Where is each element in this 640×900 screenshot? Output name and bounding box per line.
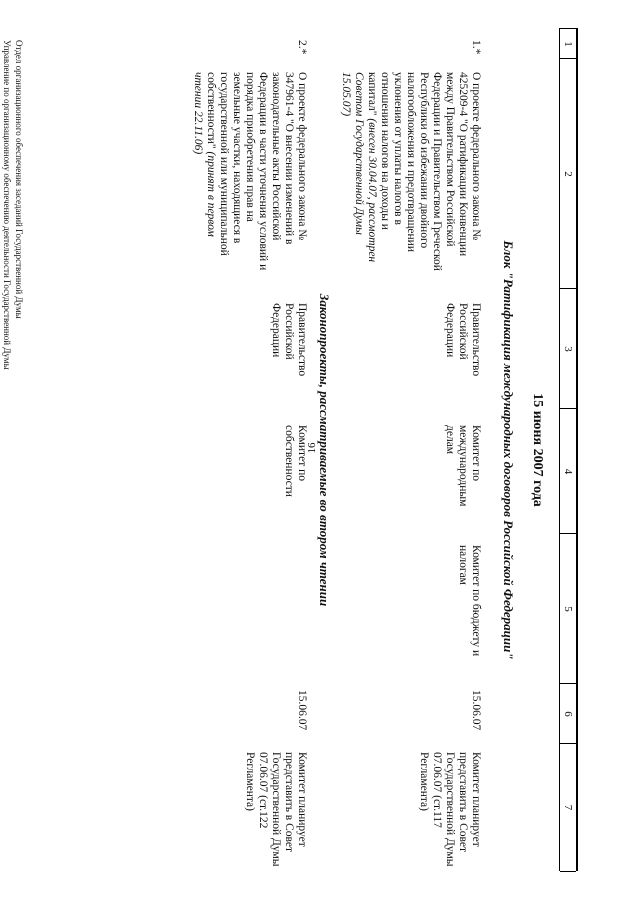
column-header-3: 3 [560,288,576,409]
date: 15.06.07 [470,690,482,731]
row-number: 2.* [296,40,308,55]
column-header-2: 2 [560,58,576,289]
note: Комитет планирует представить в Совет Государственной Думы 07.06.07 (ст.117 Регламента) [418,752,482,867]
project-intro: О проекте федерального закона № 347961-4 [283,72,308,241]
co-committee: Комитет по бюджету и налогам [457,545,482,657]
committee: Комитет по собственности [283,425,308,497]
project-body: "О ратификации Конвенции между Правительством Российской Федерации и Правительством Греческой Республики об избежании двойного налогообложения и предотвращении уклонения от уплаты налогов в отношении налогов на доходы и капитал" [366,72,469,271]
column-header-1: 1 [560,28,576,59]
footer [1,40,25,370]
page-number: 16 [306,442,318,454]
project-intro: О проекте федерального закона № 425209-4 [457,72,482,241]
footer-line-2: Управление по организационному обеспечению деятельности Государственной Думы [2,40,12,370]
date: 15.06.07 [296,690,308,731]
column-header-row [559,28,578,871]
note: Комитет планирует представить в Совет Государственной Думы 07.06.07 (ст.122 Регламента) [244,752,308,867]
project-description [339,72,482,272]
project-note: (внесен 30.04.07, рассмотрен Советом Государственной Думы 15.05.07) [340,72,378,263]
footer-line-1: Отдел организационного обеспечения заседаний Государственной Думы [14,40,24,319]
project-body: "О внесении изменений в законодательные акты Российской Федерации в части уточнения условий и порядка приобретения прав на земельные участки, находящиеся в государственной или муниципальной собственности" [205,72,295,271]
column-header-4: 4 [560,408,576,534]
section-title: Законопроекты, рассматриваемые во втором чтении [317,293,332,607]
initiator: Правительство Российской Федерации [270,303,308,377]
project-description [191,72,308,272]
column-header-5: 5 [560,533,576,684]
row-number: 1.* [470,40,482,55]
initiator: Правительство Российской Федерации [444,303,482,377]
project-note: (принят в первом чтении 22.11.06) [192,72,217,237]
date-heading: 15 июня 2007 года [530,393,545,507]
section-title: Блок "Ратификация международных договоров Российской Федерации" [501,240,516,660]
column-header-7: 7 [560,743,576,872]
column-header-6: 6 [560,683,576,744]
committee: Комитет по международным делам [444,425,482,507]
